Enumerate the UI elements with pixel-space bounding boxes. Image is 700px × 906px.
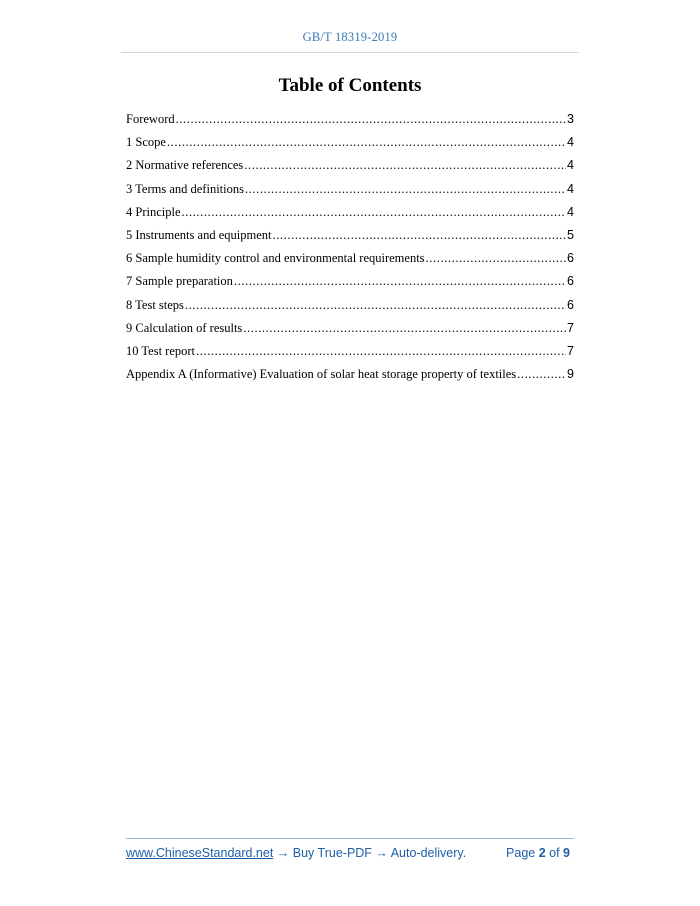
toc-entry-foreword[interactable] xyxy=(126,108,574,131)
toc-entry-label: 3 Terms and definitions xyxy=(126,181,244,196)
toc-dot-leader xyxy=(244,154,566,177)
toc-entry-page: 4 xyxy=(567,204,574,219)
page-counter xyxy=(506,846,570,860)
toc-entry-page: 4 xyxy=(567,135,574,150)
toc-entry-page: 7 xyxy=(567,343,574,358)
toc-entry-sample-preparation[interactable] xyxy=(126,270,574,293)
toc-dot-leader xyxy=(176,108,566,131)
promo-text: → Buy True-PDF → Auto-delivery. xyxy=(273,846,467,860)
toc-entry-label: 10 Test report xyxy=(126,343,196,358)
page-footer xyxy=(126,846,574,864)
toc-entry-scope[interactable] xyxy=(126,131,574,154)
toc-entry-label: 1 Scope xyxy=(126,135,166,150)
page-prefix: Page xyxy=(506,846,539,860)
toc-entry-normative-references[interactable] xyxy=(126,154,574,177)
toc-entry-page: 3 xyxy=(567,112,574,126)
toc-entry-terms-and-definitions[interactable] xyxy=(126,178,574,201)
toc-dot-leader xyxy=(182,201,567,224)
toc-entry-page: 9 xyxy=(567,367,574,382)
toc-dot-leader xyxy=(272,224,566,247)
toc-dot-leader xyxy=(234,270,566,293)
toc-entry-label: 8 Test steps xyxy=(126,297,184,312)
toc-entry-label: Appendix A (Informative) Evaluation of solar heat storage property of textiles xyxy=(126,367,517,382)
toc-title: Table of Contents xyxy=(278,75,422,96)
toc-entry-page: 7 xyxy=(567,320,574,335)
site-link[interactable]: www.ChineseStandard.net xyxy=(126,846,274,860)
toc-entry-instruments-and-equipment[interactable] xyxy=(126,224,574,247)
toc-entry-page: 6 xyxy=(567,251,574,266)
toc-entry-test-steps[interactable] xyxy=(126,294,574,317)
toc-dot-leader xyxy=(185,294,566,317)
toc-entry-label: 5 Instruments and equipment xyxy=(126,227,272,242)
toc-entry-page: 6 xyxy=(567,297,574,312)
page-separator: of xyxy=(545,846,564,860)
toc-entry-label: Foreword xyxy=(126,112,175,126)
toc-dot-leader xyxy=(426,247,567,270)
toc-entry-label: 6 Sample humidity control and environmental requirements xyxy=(126,251,425,266)
toc-entry-page: 4 xyxy=(567,181,574,196)
total-page-count: 9 xyxy=(563,846,570,860)
current-page-number: 2 xyxy=(538,846,546,860)
toc-entry-label: 2 Normative references xyxy=(126,158,244,173)
toc-dot-leader xyxy=(517,363,566,386)
header-divider xyxy=(121,52,579,53)
toc-entry-label: 7 Sample preparation xyxy=(126,274,233,289)
toc-entry-principle[interactable] xyxy=(126,201,574,224)
toc-dot-leader xyxy=(167,131,566,154)
toc-entry-label: 4 Principle xyxy=(126,204,181,219)
toc-dot-leader xyxy=(245,178,566,201)
toc-entry-appendix-a[interactable] xyxy=(126,363,574,386)
toc-entry-sample-humidity-control[interactable] xyxy=(126,247,574,270)
toc-entry-page: 6 xyxy=(567,274,574,289)
toc-dot-leader xyxy=(243,317,566,340)
toc-entry-page: 4 xyxy=(567,158,574,173)
toc-list xyxy=(126,108,574,386)
toc-dot-leader xyxy=(196,340,566,363)
toc-entry-test-report[interactable] xyxy=(126,340,574,363)
toc-entry-label: 9 Calculation of results xyxy=(126,320,243,335)
toc-entry-page: 5 xyxy=(567,227,574,242)
toc-entry-calculation-of-results[interactable] xyxy=(126,317,574,340)
footer-divider xyxy=(126,838,574,839)
page-header: GB/T 18319-2019 xyxy=(302,30,398,44)
footer-promo xyxy=(126,846,466,860)
